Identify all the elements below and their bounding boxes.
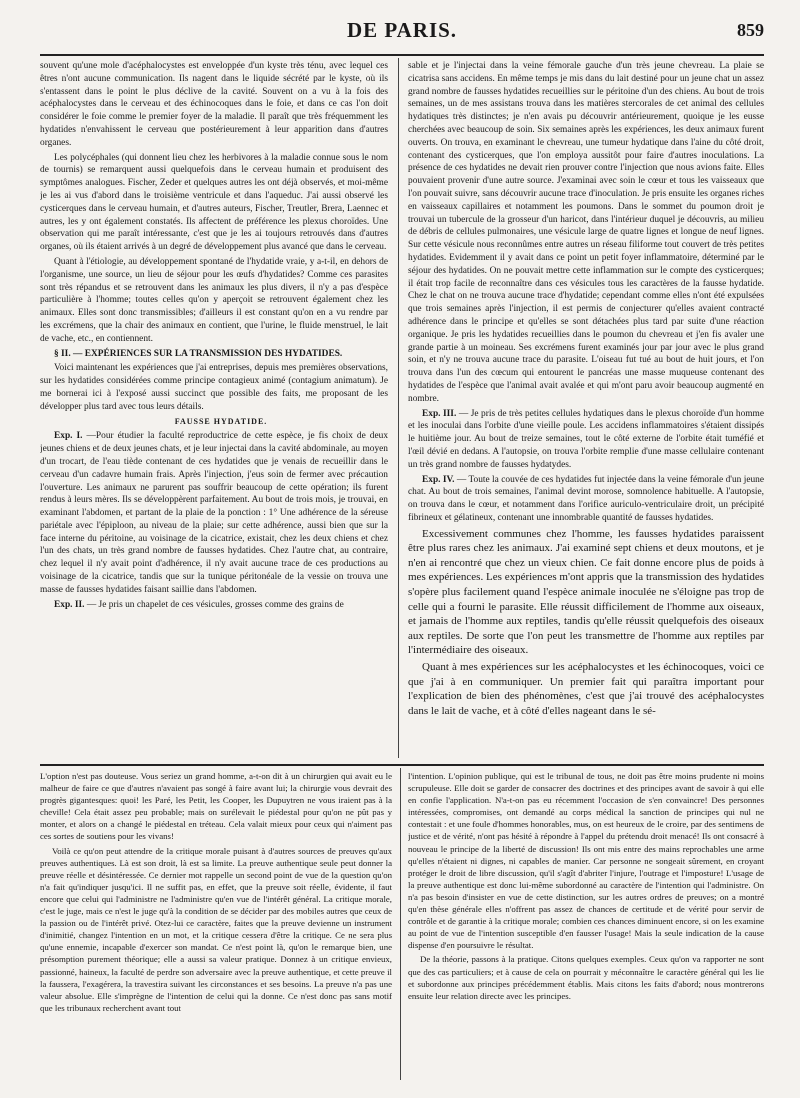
paragraph: Quant à mes expériences sur les acéphalocystes et les échinocoques, voici ce que j'ai à en communiquer. Un premier fait qui paraîtra important pour l'explication de bien des phénomènes, c'est que j'ai trouvé des acéphalocystes dans le lait de vache, et à côté d'elles nageant dans le sé- [408,661,764,717]
left-column [40,60,388,760]
masthead-title: DE PARIS. [346,18,458,42]
feuilleton-left [40,770,392,1082]
paragraph: sable et je l'injectai dans la veine fémorale gauche d'un très jeune chevreau. La plaie se cicatrisa sans accidens. En même temps je mis dans du lait destiné pour un jeune chat un assez grand nombre de fausses hydatides recueillies sur le péritoine d'un des chiens. Au bout de trois semaines, un de mes assistans trouva dans les matières stercorales de cet animal des cellules hydatiques très distinctes; je n'en avais pu découvrir antérieurement, quoique je les eusse cherchées avec beaucoup de soin. Six semaines après les expériences, les deux animaux furent ouverts. On trouva, en examinant le chevreau, une tumeur hydatique dans l'aine du côté droit, contenant des cysticerques, que l'on employa aussitôt pour faire d'autres inoculations. La présence de ces hydatides ne devait rien prouver contre l'injection que nous avions faite. Elles pouvaient provenir d'une autre source. J'examinai avec soin le cœur et tous les vaisseaux que l'on pouvait suivre, sans découvrir aucune trace d'inoculation. Je pris ensuite les organes riches en vaisseaux capillaires et notamment les poumons. Dans le sommet du poumon droit je trouvai un tubercule de la grosseur d'un haricot, dans l'intérieur duquel je découvris, au milieu de débris de cellules pulmonaires, une vésicule large de quatre lignes et longue de neuf lignes. Sur cette vésicule nous reconnûmes entre autres un réseau filiforme tout couvert de très petites hydatides. Evidemment il y avait dans ce point un petit foyer inflammatoire, déterminé par le séjour des hydatides. On ne pouvait mettre cette inflammation sur le compte des cysticerques; il était trop facile de reconnaître dans ces vésicules tous les caractères de la fausse hydatide. Chez le chat on ne trouva aucune trace d'hydatide; cependant comme elles n'ont été expulsées que trois semaines après l'injection, il est permis de conjecturer qu'elles avaient contracté adhérence dans le principe et qu'elles se sont détachées plus tard par suite d'une réaction organique. Je pris les hydatides recueillies dans le poumon du chevreau et j'en fis avaler une grande partie à un moineau. Ses excrémens furent examinés jour par jour avec le plus grand soin, et n'y ne trouva aucune trace du parasite. L'oiseau fut tué au bout de huit jours, et l'on trouva dans l'un des cœcum qui entourent le pancréas une masse muqueuse contenant des hydatides de l'espèce que l'animal avait avalée et qui m'ont paru avoir beaucoup augmenté en nombre. [408,61,764,404]
experiment-label: Exp. III. [422,408,457,419]
paragraph: Les polycéphales (qui donnent lieu chez les herbivores à la maladie connue sous le nom de tournis) se remarquent aussi quelquefois dans le cerveau humain et produisent des symptômes analogues. Fischer, Zeder et quelques autres les ont déjà observés, et moi-même je les ai vus d'abord dans le troisième ventricule et dans l'aqueduc. J'ai aussi observé les cysticerques dans le cerveau humain, et d'autres auteurs, Fischer, Treutler, Brera, Laennec et autres, les y ont également constatés. Ils affectent de préférence les plexus choroïdes. Une observation qui me paraît intéressante, c'est que je les ai toujours retrouvés dans d'autres organes, où ils étaient arrivés à un degré de développement plus avancé que dans le cerveau. [40,152,388,253]
paragraph: Voilà ce qu'on peut attendre de la critique morale puisant à d'autres sources de preuves qu'aux preuves authentiques. Là est son droit, là est sa limite. La preuve authentique seule peut donner la preuve réelle et désintéressée. Ce dernier mot rappelle un second point de vue de la question qu'on n'a fait qu'indiquer jusqu'ici. Il ne suffit pas, en effet, que la preuve soit réelle, évidente, il faut encore que celui qui l'administre ne l'administre qu'en vue de l'intérêt général. La critique morale, c'est le juge, mais ce n'est le juge qu'à la condition de se décider par des mobiles autres que ceux de la passion ou de l'intérêt privé. Otez-lui ce caractère, faites que la preuve devienne un instrument d'inimitié, changez l'intention en un mot, et la critique cessera d'être la critique. Ce ne sera plus qu'une ennemie, incapable d'exercer son mandat. Ce n'est point là, qu'on le remarque bien, une présomption purement théorique; elle a aussi sa valeur pratique. Donnez à un critique envieux, passionné, haineux, la faculté de perdre son adversaire avec la preuve authentique, et cette preuve il la faussera, l'exagérera, la travestira suivant les circonstances et ses besoins. La preuve n'a pas une valeur absolue. Elle s'imprègne de l'intention de celui qui la donne. Ce n'est donc pas sans motif que les tribunaux recherchent avant tout [40,845,392,1013]
paragraph: De la théorie, passons à la pratique. Citons quelques exemples. Ceux qu'on va rapporter ne sont que des cas particuliers; et à cause de cela on pourrait y méconnaître le caractère général qui les lie et subordonne aux principes précédemment établis. Mais citons les faits d'abord; nous montrerons ensuite leur relation directe avec les principes. [408,954,764,1001]
feuilleton-right [408,770,764,1082]
feuilleton-divider [400,768,401,1080]
experiment-text: — Toute la couvée de ces hydatides fut injectée dans la veine fémorale d'un jeune chat. Au bout de trois semaines, l'animal devint morose, somnolence habituelle. A l'autopsie, on trouva dans le cœur, et notamment dans l'orifice auriculo-ventriculaire droit, un précipité fibrineux et gélatineux, contenant une innombrable quantité de fausses hydatides. [408,474,764,523]
paragraph: l'intention. L'opinion publique, qui est le tribunal de tous, ne doit pas être moins prudente ni moins scrupuleuse. Elle doit se garder de consacrer des doctrines et des principes avant de savoir à qui elle en confie l'application. N'a-t-on pas eu récemment l'occasion de s'en convaincre! Des personnes intéressées, compromises, ont demandé au corps médical la sanction de principes qui nul ne contestait : et une foule d'hommes honorables, mus, on est heureux de le croire, par des sentimens de justice et de vérité, n'ont pas hésité à répondre à l'appel du prétendu droit menacé! Ils ont consacré à nouveau le principe de la liberté de discussion! Ils ont mis entre des mains reprochables une arme qu'elles n'étaient ni dignes, ni capables de manier. Car personne ne songeait sûrement, en croyant protéger le droit de libre discussion, qu'il s'agît d'abriter l'injure, l'outrage et l'imposture! L'usage de la preuve authentique est donc lui-même subordonné au caractère de l'intention qui l'administre. On n'a pas besoin d'insister en vue de cette distinction, sur les autres ordres de preuves; on a montré qu'en thèse générale elles n'offrent pas assez de chances de certitude et de vérité pour servir de contrôle et de garantie à la critique morale; combien ces chances diminuent encore, si on les examine au point de vue de l'intention susceptible d'en fausser l'usage! Mais la seule indication de la cause dispense d'en poursuivre le résultat. [408,771,764,951]
feuilleton-rule [40,764,764,766]
experiment-text: — Je pris de très petites cellules hydatiques dans le plexus choroïde d'un homme et les inoculai dans l'orbite d'une vieille poule. Les accidens inflammatoires s'étaient dissipés le huitième jour. Au bout de treize semaines, tout le côté externe de l'orbite était tuméfié et l'œil dévié en dedans. A l'autopsie, on trouva l'orbite remplie d'une masse cellulaire contenant un très grand nombre de fausses hydatydes. [408,408,764,470]
experiment-label: Exp. IV. [422,474,455,485]
header-rule [40,54,764,56]
paragraph: Quant à l'étiologie, au développement spontané de l'hydatide vraie, y a-t-il, en dehors de l'organisme, une source, un lieu de séjour pour les œufs d'hydatides? Comme ces parasites sont très répandus et se retrouvent dans les animaux les plus divers, il n'y a pas d'espèce particulière à l'homme; toutes celles qu'on y aperçoit se retrouvent également chez les animaux. Elles sont donc transmissibles; d'ailleurs il est constant qu'on en a vu rendre par les excrémens, que la chair des animaux en contient, que l'urine, le fluide menstruel, le lait de vache, etc., en contiennent. [40,256,388,344]
right-column [408,60,764,760]
paragraph: souvent qu'une mole d'acéphalocystes est enveloppée d'un kyste très ténu, avec lequel ces êtres n'ont aucune communication. Ils nagent dans le liquide sécrété par le kyste, où ils s'entassent dans le point le plus déclive de la cavité. Souvent on a vu à la fois des acéphalocystes dans le cerveau et des échinocoques dans le foie, et dans ce cas l'on doit considérer le foie comme le premier foyer de la maladie. Il paraît que très fréquemment les hydatides n'envahissent le cerveau que postérieurement à leur apparition dans d'autres organes. [40,61,388,148]
paragraph: Excessivement communes chez l'homme, les fausses hydatides paraissent être plus rares chez les animaux. J'ai examiné sept chiens et deux moutons, et je n'en ai rencontré que chez un vieux chien. Ce fait donne encore plus de poids à mes expériences. Les expériences m'ont appris que la transmission des hydatides s'opère plus facilement quand l'espèce animale inoculée ne s'éloigne pas trop de celle qui a fourni le parasite. Elle réussit difficilement de l'homme aux oiseaux, et jamais de l'homme aux reptiles, tandis qu'elle réussit quelquefois des oiseaux aux reptiles. De sorte que l'on peut les transmettre de l'homme aux reptiles par l'intermédiaire des oiseaux. [408,527,764,657]
subheading: FAUSSE HYDATIDE. [174,416,268,426]
section-heading: § II. — EXPÉRIENCES SUR LA TRANSMISSION DES HYDATIDES. [54,348,343,359]
experiment-label: Exp. I. [54,431,83,442]
experiment-text: —Pour étudier la faculté reproductrice de cette espèce, je fis choix de deux jeunes chiens et de deux jeunes chats, et je leur injectai dans la cavité abdominale, au moyen d'un trocart, de l'eau tiède contenant de ces hydatides que je venais de recueillir dans le cerveau d'un cadavre humain frais. Après l'injection, j'eus soin de fermer avec précaution l'ouverture. Les animaux ne parurent pas souffrir beaucoup de cette opération; ils furent rendus à leurs mères. Ils se développèrent parfaitement. Au bout de trois mois, je trouvai, en examinant l'abdomen, et partant de la plaie de la ponction : 1° Une adhérence de la séreuse pariétale avec l'épiploon, au niveau de la plaie; sur cette adhérence, aussi bien que sur la face interne du péritoine, au voisinage de la cicatrice, existait, chez les deux chiens et chez l'un des chats, un très grand nombre de fausses hydatides. Chez l'autre chat, au contraire, chez lequel il n'y avait point d'adhérence, il n'y avait aucune trace de ces productions au voisinage de la cicatrice, tandis que sur la tunique péritonéale de la vessie on trouva une masse de fausses hydatides faisant saillie dans l'abdomen. [40,431,388,595]
paragraph: L'option n'est pas douteuse. Vous seriez un grand homme, a-t-on dit à un chirurgien qui avait eu le malheur de faire ce que d'autres n'avaient pas songé à faire avant lui; la chirurgie vous devrait des progrès gigantesques: quoi! les Paré, les Petit, les Cooper, les Dupuytren ne vous iraient pas à la cheville! Cela était assez peu probable; mais on surélevait le piédestal pour qu'on ne pût pas y monter, et alors on a changé le piédestal en tréteau. Cela valait mieux pour ceux qui n'aiment pas ces sortes de soutiens pour les vivans! [40,771,392,842]
paragraph: Voici maintenant les expériences que j'ai entreprises, depuis mes premières observations, sur les hydatides considérées comme principe contagieux animé (contagium animatum). Je me bornerai ici à l'exposé aussi succinct que possible des faits, me proposant de les développer plus tard avec tous leurs détails. [40,363,388,412]
experiment-text: — Je pris un chapelet de ces vésicules, grosses comme des grains de [86,599,344,610]
experiment-label: Exp. II. [54,599,85,610]
page-number: 859 [737,20,764,40]
page-header [40,18,764,52]
column-divider [398,58,399,758]
